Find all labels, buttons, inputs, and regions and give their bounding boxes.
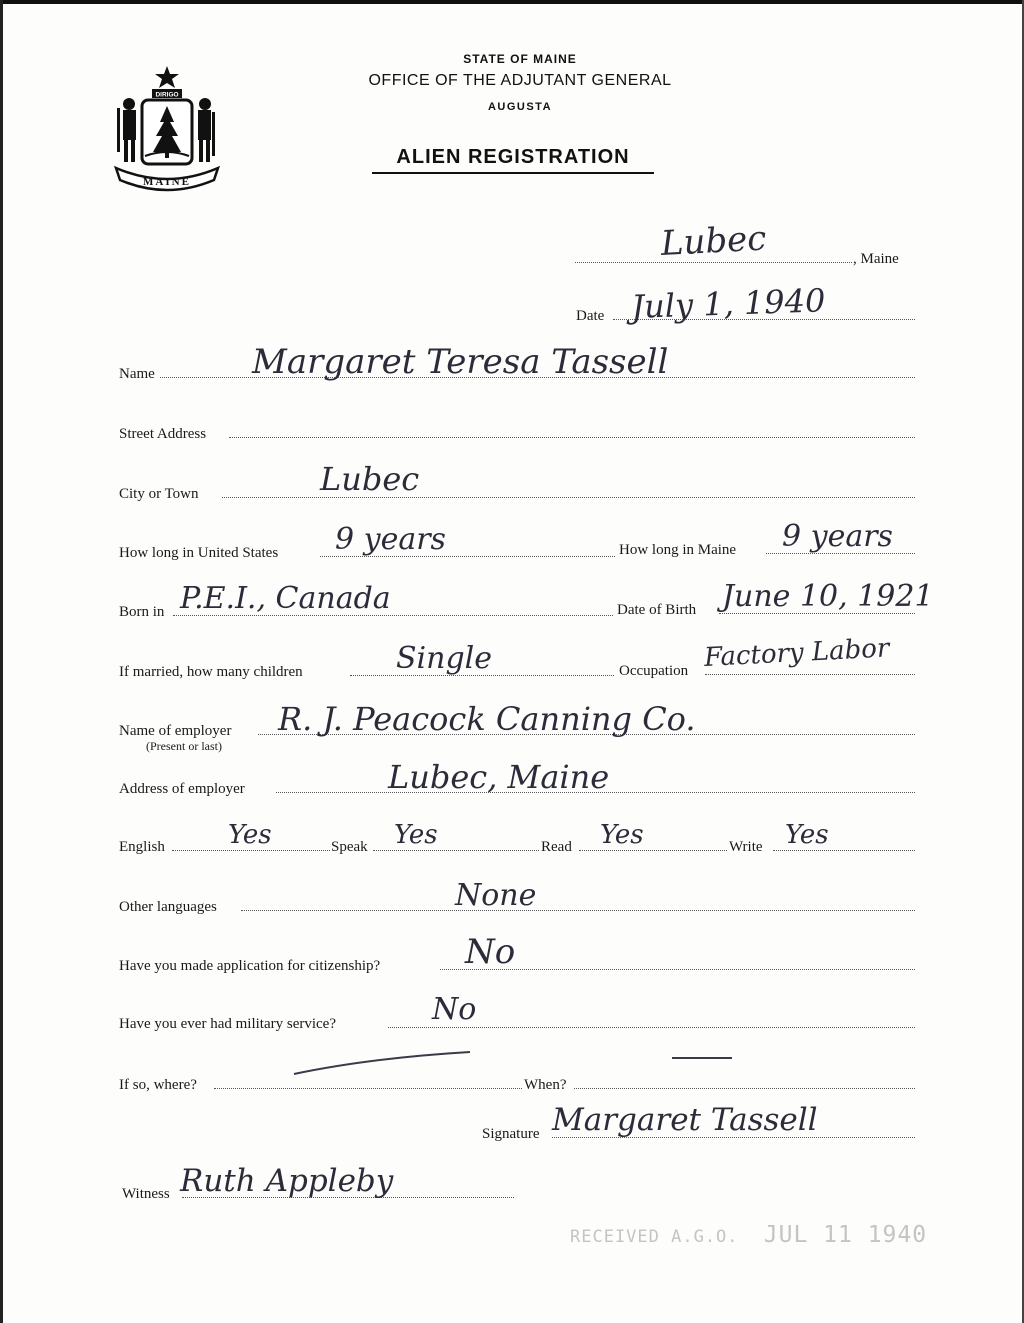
speak-value: Yes [394,820,438,850]
other-languages-label: Other languages [119,899,217,915]
name-value: Margaret Teresa Tassell [252,342,669,382]
english-line [172,850,330,851]
english-label: English [119,839,165,855]
city-town-value: Lubec [320,460,420,498]
read-value: Yes [600,820,644,850]
born-in-value: P.E.I., Canada [180,581,391,616]
employer-label: Name of employer [119,723,232,739]
signature-label: Signature [482,1126,540,1142]
born-in-label: Born in [119,604,165,620]
witness-label: Witness [122,1186,170,1202]
received-stamp-text: RECEIVED A.G.O. [570,1227,739,1247]
scan-edge-top [0,0,1024,4]
other-languages-value: None [455,878,537,913]
occupation-label: Occupation [619,663,689,679]
dash-strokes [280,1040,740,1080]
received-stamp [570,1222,927,1248]
town-value: Lubec [659,218,768,264]
military-line [388,1027,915,1028]
date-label: Date [576,308,605,324]
date-value: July 1, 1940 [630,281,826,326]
other-languages-line [241,910,915,911]
occupation-line [705,674,915,675]
citizenship-label: Have you made application for citizenship? [119,958,381,974]
scan-edge-left [0,0,3,1323]
street-line [229,437,915,438]
how-long-us-label: How long in United States [119,545,279,561]
speak-line [373,850,539,851]
date-of-birth-value: June 10, 1921 [722,579,934,614]
city-town-label: City or Town [119,486,199,502]
maine-state-seal [112,64,222,192]
military-label: Have you ever had military service? [119,1016,336,1032]
citizenship-value: No [465,932,516,972]
how-long-us-value: 9 years [335,522,446,557]
state-heading: STATE OF MAINE [463,52,577,66]
write-line [773,850,915,851]
employer-address-value: Lubec, Maine [388,758,610,796]
if-so-where-line [214,1088,522,1089]
speak-label: Speak [331,839,368,855]
read-label: Read [541,839,572,855]
married-children-value: Single [396,641,493,676]
city-heading: AUGUSTA [487,101,553,113]
how-long-maine-label: How long in Maine [619,542,737,558]
when-label: When? [524,1077,567,1093]
seal-motto: DIRIGO [155,91,179,99]
date-of-birth-label: Date of Birth [617,602,697,618]
form-title: ALIEN REGISTRATION [372,146,654,174]
married-children-label: If married, how many children [119,664,303,680]
write-value: Yes [785,820,829,850]
seal-banner: MAINE [143,176,191,188]
english-value: Yes [228,820,272,850]
write-label: Write [729,839,763,855]
street-label: Street Address [119,426,207,442]
if-so-where-label: If so, where? [119,1077,197,1093]
maine-label: , Maine [853,251,899,267]
town-line [575,262,852,263]
how-long-maine-value: 9 years [782,519,893,554]
witness-value: Ruth Appleby [180,1163,394,1199]
when-line [574,1088,915,1089]
name-label: Name [119,366,155,382]
employer-note: (Present or last) [146,739,222,753]
received-stamp-date: JUL 11 1940 [763,1222,928,1248]
office-heading: OFFICE OF THE ADJUTANT GENERAL [368,72,672,89]
signature-value: Margaret Tassell [552,1102,818,1138]
employer-address-label: Address of employer [119,781,245,797]
employer-value: R. J. Peacock Canning Co. [278,700,696,738]
military-value: No [432,992,477,1027]
occupation-value: Factory Labor [703,633,891,673]
read-line [579,850,727,851]
